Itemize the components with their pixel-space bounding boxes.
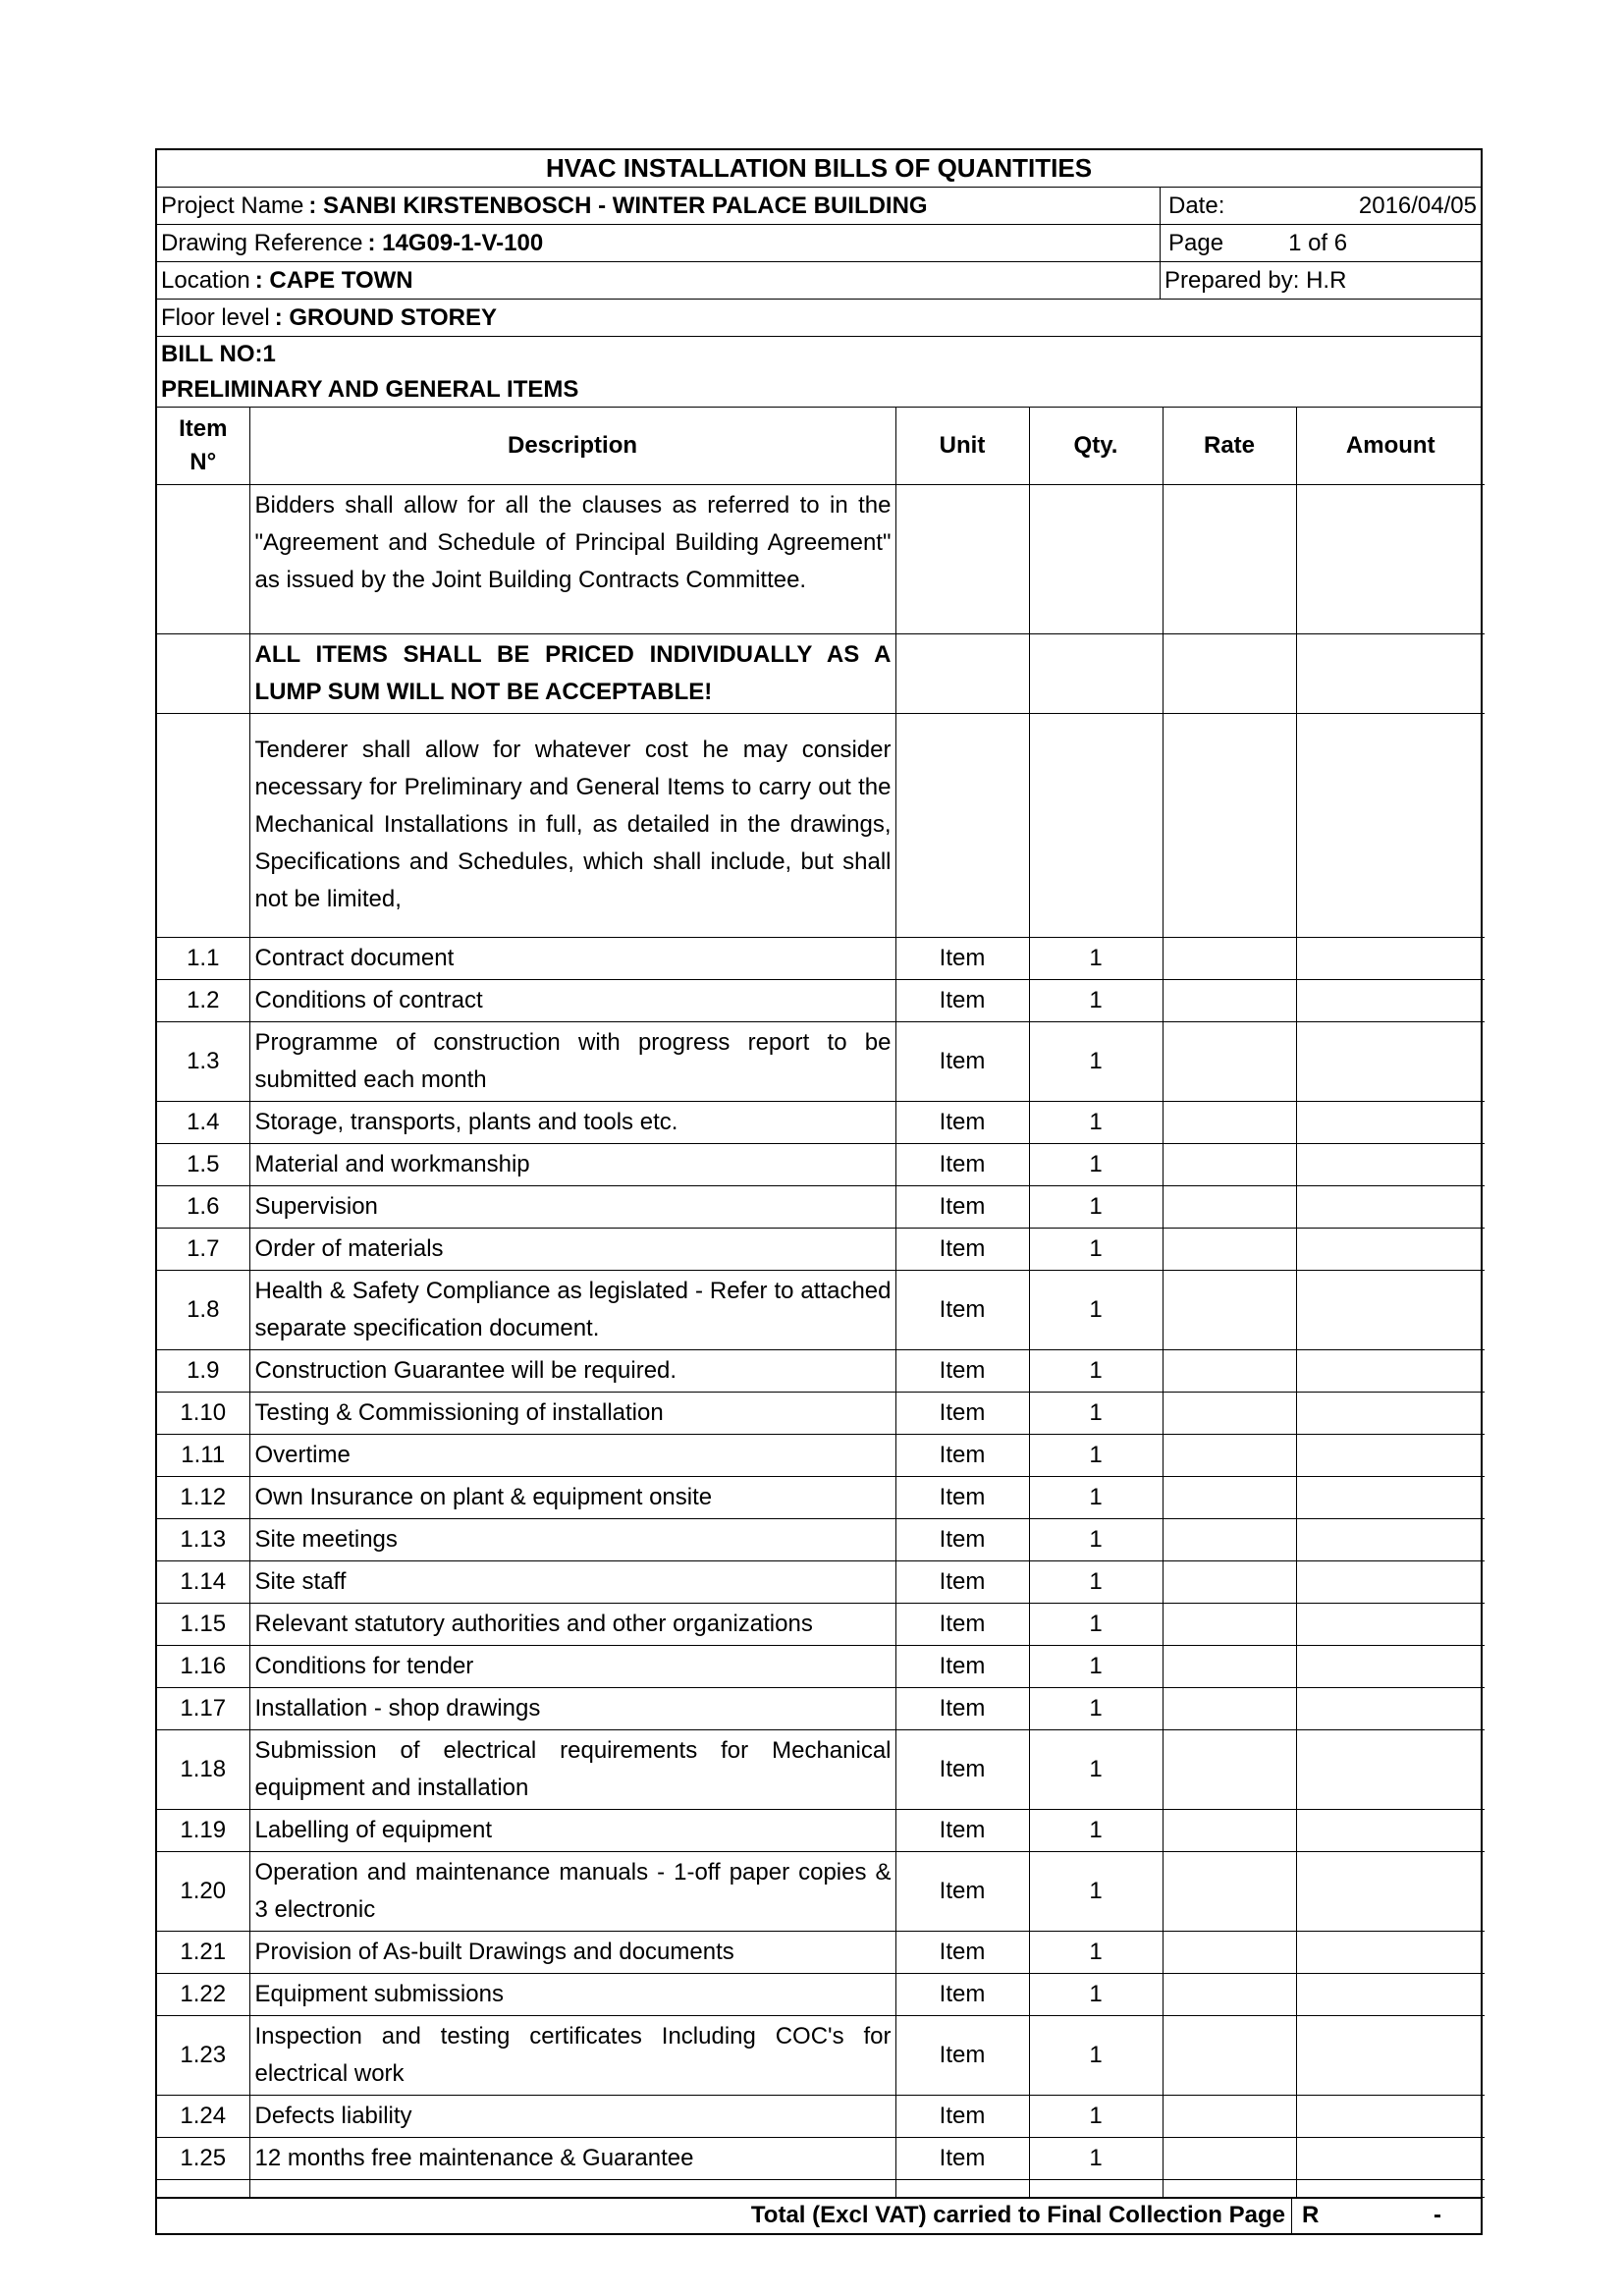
item-unit: Item — [895, 937, 1029, 979]
item-description: Storage, transports, plants and tools etc. — [249, 1101, 895, 1143]
item-unit: Item — [895, 1228, 1029, 1270]
note-row — [157, 484, 1485, 633]
item-rate — [1163, 1349, 1296, 1392]
note-row — [157, 713, 1485, 937]
item-description: Testing & Commissioning of installation — [249, 1392, 895, 1434]
col-rate-header: Rate — [1163, 408, 1296, 484]
floor-row — [157, 300, 1481, 337]
item-number: 1.17 — [157, 1687, 249, 1729]
item-unit: Item — [895, 1476, 1029, 1518]
item-rate — [1163, 1434, 1296, 1476]
item-qty: 1 — [1029, 2095, 1163, 2137]
item-qty: 1 — [1029, 2015, 1163, 2095]
total-row — [157, 2198, 1481, 2233]
item-unit: Item — [895, 1931, 1029, 1973]
table-row — [157, 1809, 1485, 1851]
item-number: 1.20 — [157, 1851, 249, 1931]
item-number: 1.4 — [157, 1101, 249, 1143]
table-row — [157, 2137, 1485, 2179]
item-unit: Item — [895, 1270, 1029, 1349]
item-number: 1.2 — [157, 979, 249, 1021]
table-row — [157, 1603, 1485, 1645]
item-rate — [1163, 1973, 1296, 2015]
item-unit: Item — [895, 1143, 1029, 1185]
item-qty: 1 — [1029, 979, 1163, 1021]
item-unit: Item — [895, 1392, 1029, 1434]
item-qty: 1 — [1029, 1349, 1163, 1392]
table-row — [157, 1101, 1485, 1143]
item-number: 1.5 — [157, 1143, 249, 1185]
table-row — [157, 2015, 1485, 2095]
item-rate — [1163, 1392, 1296, 1434]
item-description: Overtime — [249, 1434, 895, 1476]
item-qty: 1 — [1029, 1228, 1163, 1270]
item-qty: 1 — [1029, 1560, 1163, 1603]
table-row — [157, 1973, 1485, 2015]
col-unit-header: Unit — [895, 408, 1029, 484]
table-row — [157, 1687, 1485, 1729]
bill-heading — [157, 337, 1481, 408]
spacer-row — [157, 2179, 1485, 2197]
item-number: 1.24 — [157, 2095, 249, 2137]
item-qty: 1 — [1029, 1392, 1163, 1434]
item-amount — [1296, 937, 1485, 979]
item-unit: Item — [895, 2095, 1029, 2137]
total-label: Total (Excl VAT) carried to Final Collection Page — [157, 2199, 1292, 2233]
item-description: Equipment submissions — [249, 1973, 895, 2015]
item-description: Programme of construction with progress report to be submitted each month — [249, 1021, 895, 1101]
item-description: Inspection and testing certificates Including COC's for electrical work — [249, 2015, 895, 2095]
item-description: Provision of As-built Drawings and documents — [249, 1931, 895, 1973]
item-rate — [1163, 1143, 1296, 1185]
item-amount — [1296, 1851, 1485, 1931]
item-qty: 1 — [1029, 1021, 1163, 1101]
item-unit: Item — [895, 1973, 1029, 2015]
item-rate — [1163, 1228, 1296, 1270]
item-amount — [1296, 1392, 1485, 1434]
table-row — [157, 1143, 1485, 1185]
item-rate — [1163, 1851, 1296, 1931]
table-header-row — [157, 408, 1485, 484]
item-qty: 1 — [1029, 1931, 1163, 1973]
item-qty: 1 — [1029, 1270, 1163, 1349]
item-qty: 1 — [1029, 1809, 1163, 1851]
item-amount — [1296, 2095, 1485, 2137]
item-description: Construction Guarantee will be required. — [249, 1349, 895, 1392]
table-row — [157, 1729, 1485, 1809]
item-number: 1.3 — [157, 1021, 249, 1101]
item-qty: 1 — [1029, 1645, 1163, 1687]
table-row — [157, 1349, 1485, 1392]
prepared-by: Prepared by: H.R — [1164, 266, 1347, 294]
item-description: Conditions for tender — [249, 1645, 895, 1687]
table-row — [157, 1476, 1485, 1518]
item-number: 1.18 — [157, 1729, 249, 1809]
item-qty: 1 — [1029, 1851, 1163, 1931]
table-row — [157, 1645, 1485, 1687]
date-value: 2016/04/05 — [1358, 191, 1477, 219]
note-tenderer: Tenderer shall allow for whatever cost he may consider necessary for Preliminary and General Items to carry out the Mechanical Installations in full, as detailed in the drawings, Specifications and Schedules, which shall include, but shall not be limited, — [249, 713, 895, 937]
item-amount — [1296, 1021, 1485, 1101]
floor-value: : GROUND STOREY — [274, 303, 497, 331]
item-amount — [1296, 1101, 1485, 1143]
item-amount — [1296, 1931, 1485, 1973]
item-number: 1.1 — [157, 937, 249, 979]
item-description: Site staff — [249, 1560, 895, 1603]
item-rate — [1163, 1101, 1296, 1143]
item-unit: Item — [895, 1021, 1029, 1101]
item-rate — [1163, 979, 1296, 1021]
item-number: 1.15 — [157, 1603, 249, 1645]
item-rate — [1163, 2137, 1296, 2179]
item-amount — [1296, 1809, 1485, 1851]
floor-label: Floor level — [161, 303, 270, 331]
project-row — [157, 188, 1481, 225]
item-unit: Item — [895, 1349, 1029, 1392]
item-rate — [1163, 937, 1296, 979]
item-description: Defects liability — [249, 2095, 895, 2137]
item-rate — [1163, 1687, 1296, 1729]
total-currency: R — [1302, 2202, 1320, 2228]
table-row — [157, 1392, 1485, 1434]
drawing-row — [157, 225, 1481, 262]
item-qty: 1 — [1029, 1729, 1163, 1809]
item-rate — [1163, 1476, 1296, 1518]
col-qty-header: Qty. — [1029, 408, 1163, 484]
item-description: Submission of electrical requirements for Mechanical equipment and installation — [249, 1729, 895, 1809]
item-rate — [1163, 2015, 1296, 2095]
col-description-header: Description — [249, 408, 895, 484]
item-description: Order of materials — [249, 1228, 895, 1270]
table-row — [157, 1185, 1485, 1228]
item-unit: Item — [895, 1560, 1029, 1603]
item-description: 12 months free maintenance & Guarantee — [249, 2137, 895, 2179]
item-qty: 1 — [1029, 1973, 1163, 2015]
item-number: 1.23 — [157, 2015, 249, 2095]
items-table — [157, 408, 1485, 2198]
item-rate — [1163, 1560, 1296, 1603]
item-unit: Item — [895, 979, 1029, 1021]
table-row — [157, 1228, 1485, 1270]
item-number: 1.7 — [157, 1228, 249, 1270]
item-qty: 1 — [1029, 1434, 1163, 1476]
table-row — [157, 937, 1485, 979]
document-title: HVAC INSTALLATION BILLS OF QUANTITIES — [157, 150, 1481, 188]
item-unit: Item — [895, 1809, 1029, 1851]
item-number: 1.14 — [157, 1560, 249, 1603]
item-amount — [1296, 979, 1485, 1021]
item-amount — [1296, 1476, 1485, 1518]
item-description: Conditions of contract — [249, 979, 895, 1021]
item-number: 1.10 — [157, 1392, 249, 1434]
item-amount — [1296, 1518, 1485, 1560]
item-unit: Item — [895, 1645, 1029, 1687]
item-unit: Item — [895, 1101, 1029, 1143]
location-label: Location — [161, 266, 250, 294]
item-number: 1.16 — [157, 1645, 249, 1687]
item-qty: 1 — [1029, 1143, 1163, 1185]
item-qty: 1 — [1029, 937, 1163, 979]
col-item-header: Item N° — [157, 408, 249, 484]
note-row — [157, 633, 1485, 713]
table-row — [157, 1560, 1485, 1603]
table-row — [157, 1518, 1485, 1560]
item-amount — [1296, 2137, 1485, 2179]
item-rate — [1163, 1021, 1296, 1101]
item-rate — [1163, 1518, 1296, 1560]
item-rate — [1163, 1603, 1296, 1645]
item-amount — [1296, 1185, 1485, 1228]
item-amount — [1296, 1973, 1485, 2015]
item-rate — [1163, 1729, 1296, 1809]
item-description: Own Insurance on plant & equipment onsite — [249, 1476, 895, 1518]
table-row — [157, 1851, 1485, 1931]
item-amount — [1296, 1645, 1485, 1687]
item-description: Relevant statutory authorities and other organizations — [249, 1603, 895, 1645]
item-number: 1.25 — [157, 2137, 249, 2179]
table-row — [157, 979, 1485, 1021]
item-unit: Item — [895, 1851, 1029, 1931]
item-description: Contract document — [249, 937, 895, 979]
note-agreement: Bidders shall allow for all the clauses as referred to in the "Agreement and Schedule of Principal Building Agreement" as issued by the Joint Building Contracts Committee. — [249, 484, 895, 633]
item-rate — [1163, 1185, 1296, 1228]
bill-of-quantities-sheet — [155, 148, 1483, 2235]
drawing-label: Drawing Reference — [161, 229, 363, 256]
item-number: 1.8 — [157, 1270, 249, 1349]
item-rate — [1163, 2095, 1296, 2137]
item-amount — [1296, 1603, 1485, 1645]
table-row — [157, 1270, 1485, 1349]
item-rate — [1163, 1809, 1296, 1851]
item-unit: Item — [895, 1687, 1029, 1729]
item-unit: Item — [895, 2137, 1029, 2179]
project-value: : SANBI KIRSTENBOSCH - WINTER PALACE BUILDING — [308, 191, 928, 219]
item-number: 1.22 — [157, 1973, 249, 2015]
item-description: Operation and maintenance manuals - 1-off paper copies & 3 electronic — [249, 1851, 895, 1931]
item-amount — [1296, 2015, 1485, 2095]
item-qty: 1 — [1029, 1518, 1163, 1560]
table-row — [157, 1021, 1485, 1101]
item-description: Material and workmanship — [249, 1143, 895, 1185]
total-value: - — [1434, 2202, 1441, 2228]
project-label: Project Name — [161, 191, 304, 219]
table-row — [157, 1434, 1485, 1476]
item-unit: Item — [895, 1518, 1029, 1560]
bill-number: BILL NO:1 — [161, 340, 276, 367]
page-label: Page — [1168, 229, 1224, 256]
item-amount — [1296, 1228, 1485, 1270]
item-amount — [1296, 1729, 1485, 1809]
bill-title: PRELIMINARY AND GENERAL ITEMS — [161, 375, 579, 403]
item-amount — [1296, 1434, 1485, 1476]
item-amount — [1296, 1687, 1485, 1729]
item-rate — [1163, 1931, 1296, 1973]
items-body — [157, 484, 1485, 2197]
item-number: 1.6 — [157, 1185, 249, 1228]
item-unit: Item — [895, 1603, 1029, 1645]
item-rate — [1163, 1645, 1296, 1687]
item-amount — [1296, 1143, 1485, 1185]
item-amount — [1296, 1560, 1485, 1603]
item-unit: Item — [895, 1434, 1029, 1476]
item-description: Labelling of equipment — [249, 1809, 895, 1851]
item-amount — [1296, 1270, 1485, 1349]
item-description: Installation - shop drawings — [249, 1687, 895, 1729]
item-number: 1.13 — [157, 1518, 249, 1560]
item-qty: 1 — [1029, 2137, 1163, 2179]
item-qty: 1 — [1029, 1185, 1163, 1228]
table-row — [157, 2095, 1485, 2137]
item-qty: 1 — [1029, 1476, 1163, 1518]
item-description: Health & Safety Compliance as legislated - Refer to attached separate specification document. — [249, 1270, 895, 1349]
item-number: 1.12 — [157, 1476, 249, 1518]
item-number: 1.11 — [157, 1434, 249, 1476]
table-row — [157, 1931, 1485, 1973]
page-value: 1 of 6 — [1288, 229, 1348, 256]
item-number: 1.9 — [157, 1349, 249, 1392]
item-description: Supervision — [249, 1185, 895, 1228]
item-unit: Item — [895, 2015, 1029, 2095]
item-amount — [1296, 1349, 1485, 1392]
note-lump-sum-warning: ALL ITEMS SHALL BE PRICED INDIVIDUALLY AS A LUMP SUM WILL NOT BE ACCEPTABLE! — [249, 633, 895, 713]
item-qty: 1 — [1029, 1603, 1163, 1645]
col-amount-header: Amount — [1296, 408, 1485, 484]
item-description: Site meetings — [249, 1518, 895, 1560]
date-label: Date: — [1168, 191, 1225, 219]
item-qty: 1 — [1029, 1101, 1163, 1143]
item-rate — [1163, 1270, 1296, 1349]
location-row — [157, 262, 1481, 300]
item-unit: Item — [895, 1729, 1029, 1809]
item-qty: 1 — [1029, 1687, 1163, 1729]
location-value: : CAPE TOWN — [254, 266, 413, 294]
item-number: 1.19 — [157, 1809, 249, 1851]
item-number: 1.21 — [157, 1931, 249, 1973]
item-unit: Item — [895, 1185, 1029, 1228]
drawing-value: : 14G09-1-V-100 — [367, 229, 544, 256]
